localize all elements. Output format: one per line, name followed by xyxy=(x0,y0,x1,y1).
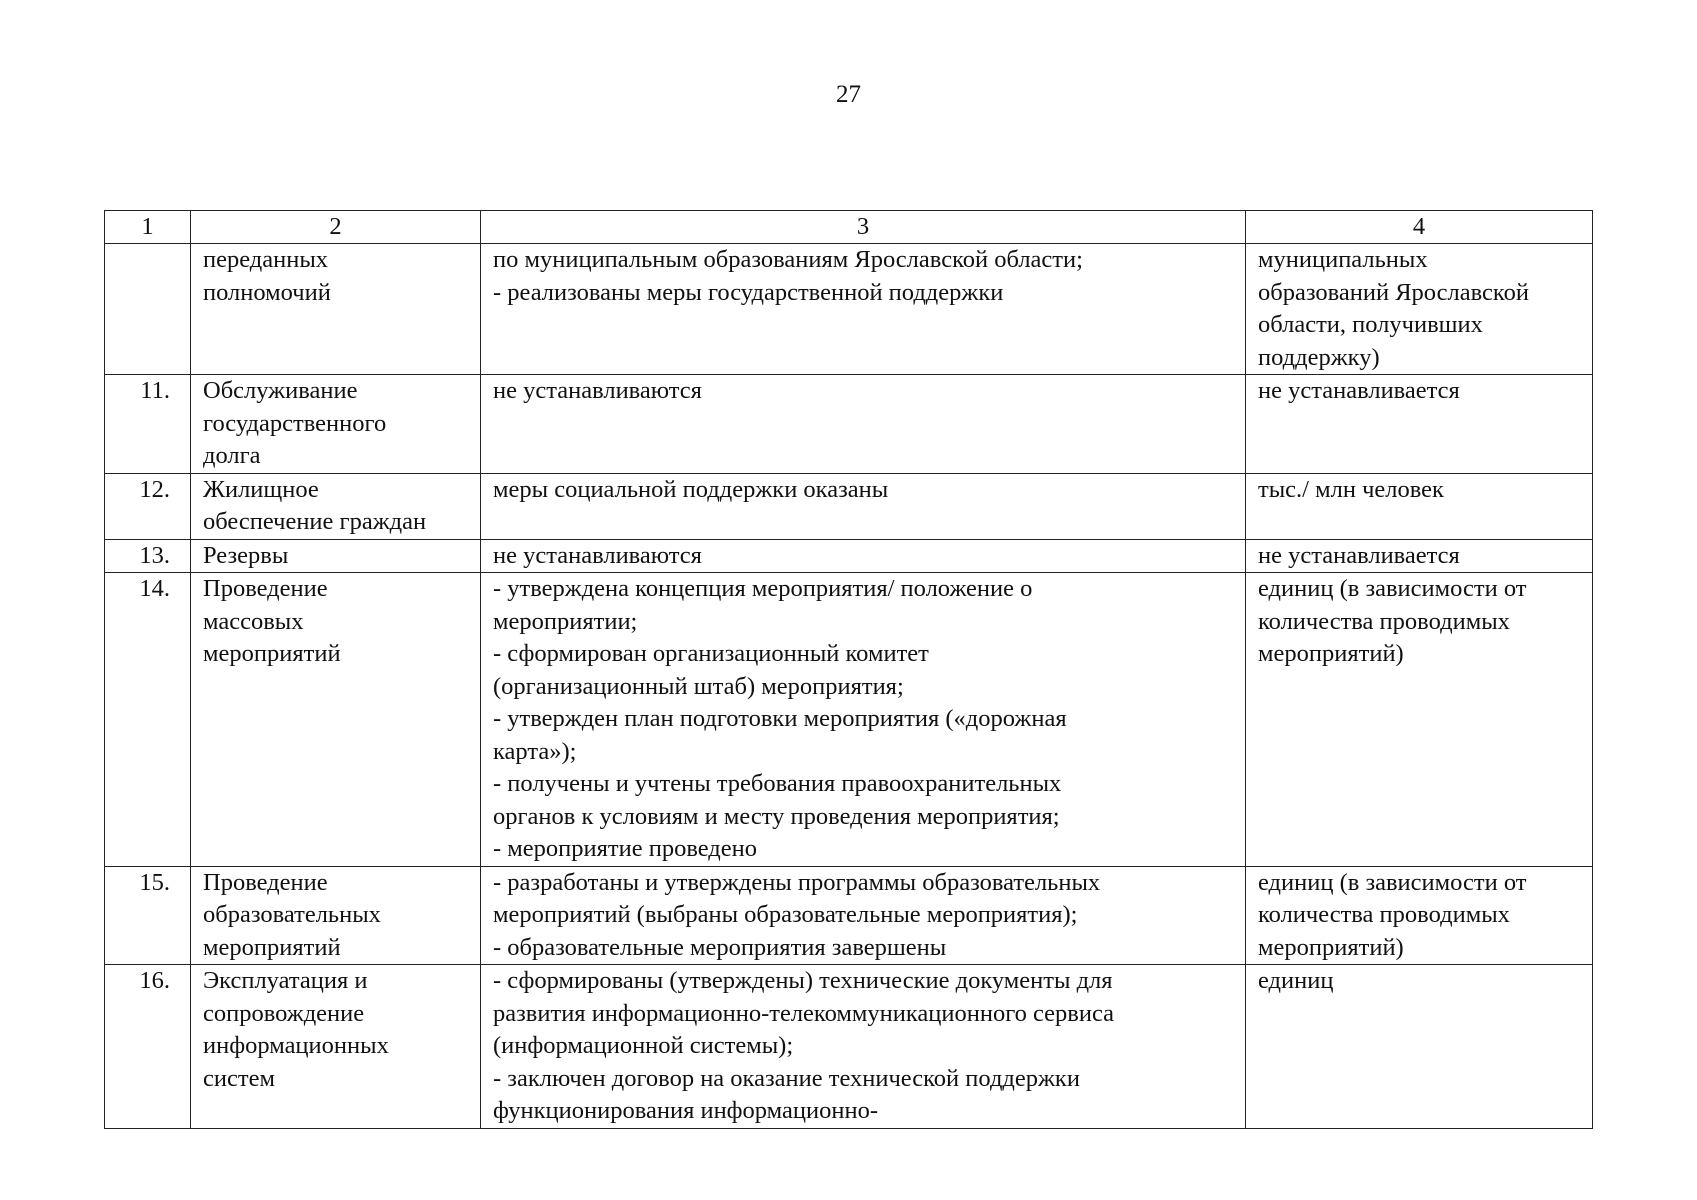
row-result: по муниципальным образованиям Ярославской области; - реализованы меры государственной поддержки xyxy=(481,244,1246,375)
row-unit: муниципальных образований Ярославской области, получивших поддержку) xyxy=(1246,244,1593,375)
header-cell: 1 xyxy=(105,211,191,244)
row-result: - разработаны и утверждены программы образовательных мероприятий (выбраны образовательные мероприятия); - образовательные мероприятия завершены xyxy=(481,866,1246,965)
header-cell: 2 xyxy=(191,211,481,244)
row-number: 16. xyxy=(105,965,191,1129)
row-unit: единиц xyxy=(1246,965,1593,1129)
row-number: 14. xyxy=(105,573,191,867)
page-number: 27 xyxy=(836,81,861,108)
indicators-table xyxy=(104,210,1593,1129)
row-unit: не устанавливается xyxy=(1246,539,1593,573)
table-header-row xyxy=(105,211,1593,244)
row-name: Проведение массовых мероприятий xyxy=(191,573,481,867)
row-result: меры социальной поддержки оказаны xyxy=(481,473,1246,539)
row-unit: тыс./ млн человек xyxy=(1246,473,1593,539)
row-name: Обслуживание государственного долга xyxy=(191,375,481,474)
row-result: - утверждена концепция мероприятия/ положение о мероприятии; - сформирован организационный комитет (организационный штаб) мероприятия; - утвержден план подготовки мероприятия («дорожная карта»); - получены и учтены требования правоохранительных органов к условиям и месту проведения мероприятия; - мероприятие проведено xyxy=(481,573,1246,867)
table-row xyxy=(105,375,1593,474)
row-unit: не устанавливается xyxy=(1246,375,1593,474)
header-cell: 4 xyxy=(1246,211,1593,244)
table-row xyxy=(105,473,1593,539)
row-number: 13. xyxy=(105,539,191,573)
row-name: Эксплуатация и сопровождение информационных систем xyxy=(191,965,481,1129)
row-number: 11. xyxy=(105,375,191,474)
row-name: Жилищное обеспечение граждан xyxy=(191,473,481,539)
header-cell: 3 xyxy=(481,211,1246,244)
table-row xyxy=(105,866,1593,965)
row-result: не устанавливаются xyxy=(481,375,1246,474)
row-number xyxy=(105,244,191,375)
row-name: Резервы xyxy=(191,539,481,573)
table-row xyxy=(105,244,1593,375)
row-unit: единиц (в зависимости от количества проводимых мероприятий) xyxy=(1246,573,1593,867)
table-row xyxy=(105,965,1593,1129)
row-number: 15. xyxy=(105,866,191,965)
table-row xyxy=(105,573,1593,867)
row-name: Проведение образовательных мероприятий xyxy=(191,866,481,965)
row-result: не устанавливаются xyxy=(481,539,1246,573)
row-unit: единиц (в зависимости от количества проводимых мероприятий) xyxy=(1246,866,1593,965)
row-result: - сформированы (утверждены) технические документы для развития информационно-телекоммуникационного сервиса (информационной системы); - заключен договор на оказание технической поддержки функционирования информационно- xyxy=(481,965,1246,1129)
row-name: переданных полномочий xyxy=(191,244,481,375)
table-row xyxy=(105,539,1593,573)
row-number: 12. xyxy=(105,473,191,539)
